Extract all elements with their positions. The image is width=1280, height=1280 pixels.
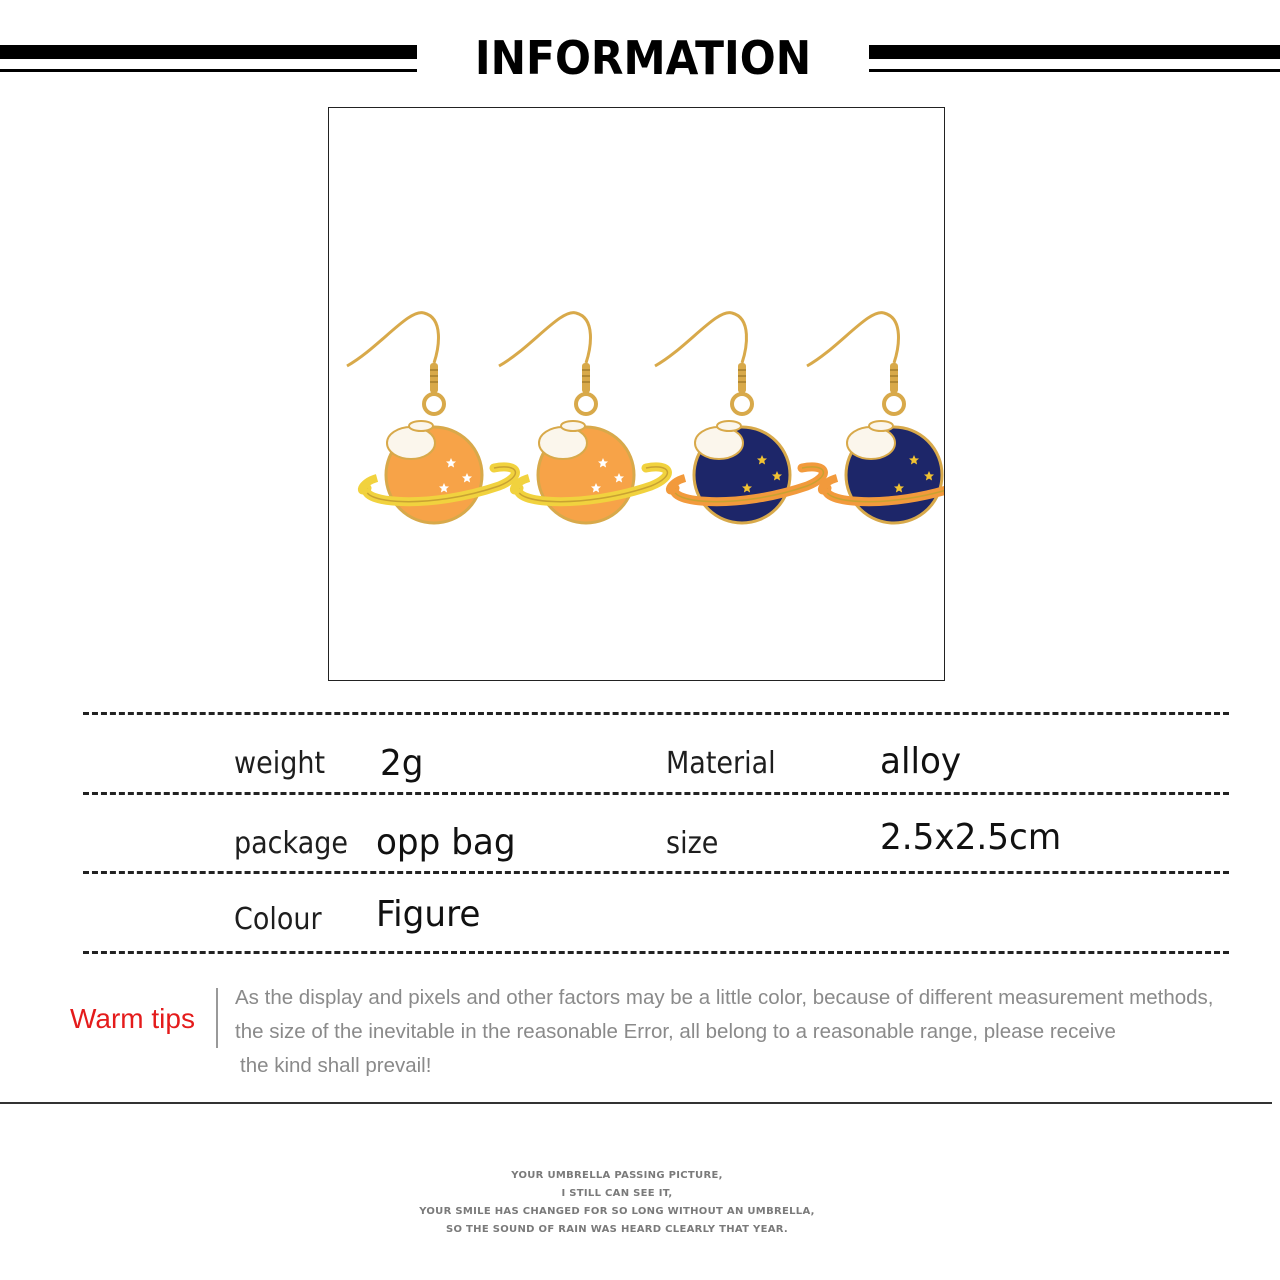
weight-label: weight	[234, 746, 326, 781]
earrings-illustration	[329, 108, 944, 680]
header-bar-left-thick	[0, 45, 417, 59]
footer-divider	[0, 1102, 1272, 1104]
footer-text-line: I STILL CAN SEE IT,	[561, 1188, 673, 1199]
footer-text-line: SO THE SOUND OF RAIN WAS HEARD CLEARLY THAT YEAR.	[445, 1224, 789, 1235]
header-bar-left-thin	[0, 69, 417, 72]
planet-earring-orange-icon	[499, 313, 667, 523]
page-title: INFORMATION	[474, 31, 812, 85]
package-value: opp bag	[376, 822, 516, 863]
warm-tips-title: Warm tips	[70, 1003, 195, 1034]
header-bar-right-thick	[869, 45, 1280, 59]
warm-tips-line: the size of the inevitable in the reasonable Error, all belong to a reasonable range, please receive	[235, 1020, 1116, 1043]
footer-text-line: YOUR UMBRELLA PASSING PICTURE,	[511, 1170, 723, 1181]
spec-divider	[83, 792, 1229, 795]
package-label: package	[234, 826, 348, 861]
header-bar-right-thin	[869, 69, 1280, 72]
planet-earring-navy-icon	[807, 313, 944, 523]
warm-tips-line: the kind shall prevail!	[240, 1054, 432, 1077]
product-image	[328, 107, 945, 681]
warm-tips-line: As the display and pixels and other factors may be a little color, because of different measurement methods,	[235, 986, 1214, 1009]
size-label: size	[666, 826, 719, 861]
planet-earring-navy-icon	[655, 313, 823, 523]
footer-text-line: YOUR SMILE HAS CHANGED FOR SO LONG WITHOUT AN UMBRELLA,	[419, 1206, 815, 1217]
colour-label: Colour	[234, 902, 322, 937]
material-value: alloy	[880, 741, 962, 782]
planet-earring-orange-icon	[347, 313, 515, 523]
spec-divider	[83, 871, 1229, 874]
size-value: 2.5x2.5cm	[880, 817, 1062, 858]
spec-divider	[83, 712, 1229, 715]
material-label: Material	[666, 746, 776, 781]
spec-divider	[83, 951, 1229, 954]
warm-tips-divider	[216, 988, 218, 1048]
weight-value: 2g	[380, 743, 424, 784]
colour-value: Figure	[376, 894, 481, 935]
